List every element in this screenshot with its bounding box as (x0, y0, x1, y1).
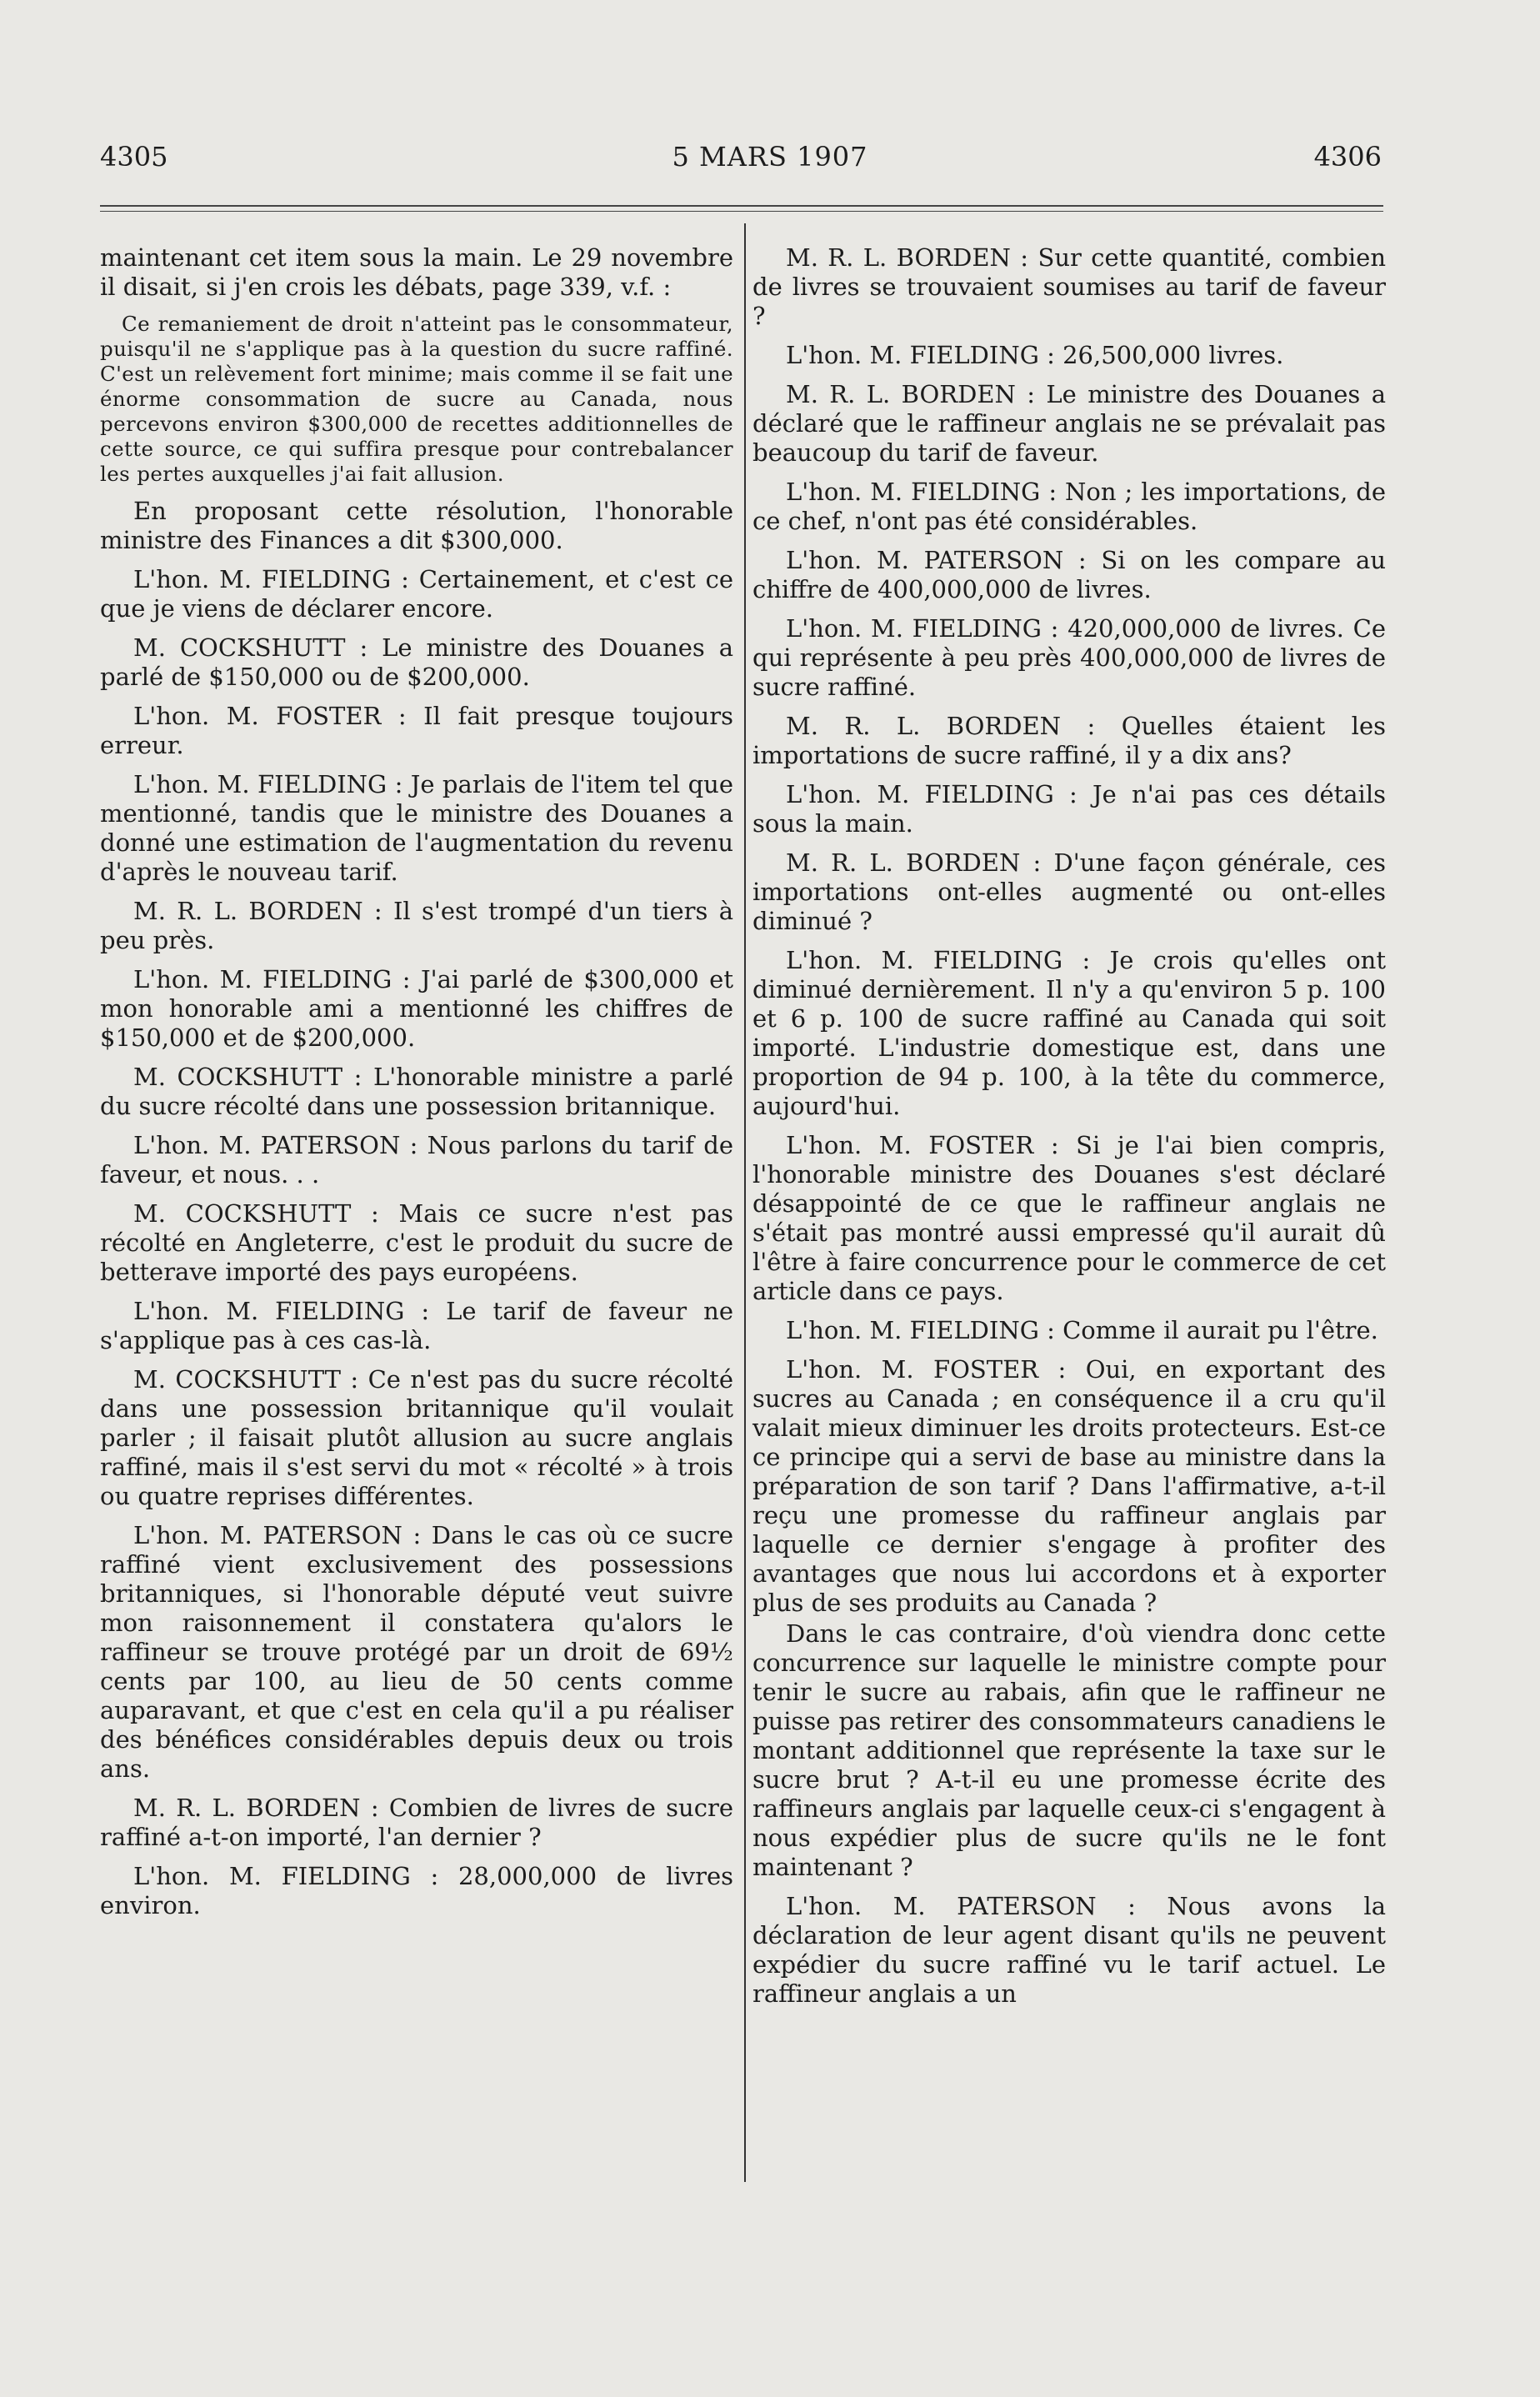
paragraph: L'hon. M. PATERSON : Dans le cas où ce sucre raffiné vient exclusivement des possessions britanniques, si l'honorable député veut suivre mon raisonnement il constatera qu'alors le raffineur se trouve protégé par un droit de 69½ cents par 100, au lieu de 50 cents comme auparavant, et que c'est en cela qu'il a pu réaliser des bénéfices considérables depuis deux ou trois ans. (100, 1521, 733, 1783)
column-divider (744, 223, 746, 2182)
page-number-right: 4306 (1313, 141, 1382, 173)
paragraph: L'hon. M. PATERSON : Si on les compare au chiffre de 400,000,000 de livres. (752, 546, 1386, 603)
paragraph: L'hon. M. FIELDING : Le tarif de faveur ne s'applique pas à ces cas-là. (100, 1297, 733, 1354)
paragraph: M. R. L. BORDEN : Combien de livres de sucre raffiné a-t-on importé, l'an dernier ? (100, 1794, 733, 1851)
quoted-passage (100, 312, 733, 487)
paragraph: M. COCKSHUTT : Mais ce sucre n'est pas récolté en Angleterre, c'est le produit du sucre de betterave importé des pays européens. (100, 1199, 733, 1286)
paragraph: L'hon. M. FOSTER : Il fait presque toujours erreur. (100, 702, 733, 759)
header-rule (100, 205, 1383, 207)
paragraph: L'hon. M. FIELDING : Comme il aurait pu l'être. (786, 1316, 1378, 1344)
page-date: 5 MARS 1907 (672, 141, 868, 173)
paragraph: M. R. L. BORDEN : Le ministre des Douanes a déclaré que le raffineur anglais ne se prévalait pas beaucoup du tarif de faveur. (752, 380, 1386, 467)
paragraph: M. R. L. BORDEN : Quelles étaient les importations de sucre raffiné, il y a dix ans? (752, 712, 1386, 769)
paragraph: L'hon. M. FIELDING : Je crois qu'elles ont diminué dernièrement. Il n'y a qu'environ 5 p. 100 et 6 p. 100 de sucre raffiné au Canada qui soit importé. L'industrie domestique est, dans une proportion de 94 p. 100, à la tête du commerce, aujourd'hui. (752, 946, 1386, 1120)
paragraph: Dans le cas contraire, d'où viendra donc cette concurrence sur laquelle le ministre compte pour tenir le sucre au rabais, afin que le raffineur ne puisse pas retirer des consommateurs canadiens le montant additionnel que représente la taxe sur le sucre brut ? A-t-il eu une promesse écrite des raffineurs anglais par laquelle ceux-ci s'engagent à nous expédier plus de sucre qu'ils ne le font maintenant ? (752, 1619, 1386, 1881)
paragraph: En proposant cette résolution, l'honorable ministre des Finances a dit $300,000. (100, 497, 733, 554)
paragraph: L'hon. M. FIELDING : 28,000,000 de livres environ. (100, 1862, 733, 1919)
header-rule-thin (100, 211, 1383, 212)
paragraph: L'hon. M. FIELDING : J'ai parlé de $300,000 et mon honorable ami a mentionné les chiffres de $150,000 et de $200,000. (100, 965, 733, 1052)
quoted-passage-text: Ce remaniement de droit n'atteint pas le consommateur, puisqu'il ne s'applique pas à la question du sucre raffiné. C'est un relèvement fort minime; mais comme il se fait une énorme consommation de sucre au Canada, nous percevons environ $300,000 de recettes additionnelles de cette source, ce qui suffira presque pour contrebalancer les pertes auxquelles j'ai fait allusion. (100, 312, 733, 486)
paragraph: L'hon. M. FIELDING : Je parlais de l'item tel que mentionné, tandis que le ministre des Douanes a donné une estimation de l'augmentation du revenu d'après le nouveau tarif. (100, 770, 733, 886)
left-column (100, 243, 733, 1930)
paragraph: M. COCKSHUTT : Ce n'est pas du sucre récolté dans une possession britannique qu'il voulait parler ; il faisait plutôt allusion au sucre anglais raffiné, mais il s'est servi du mot « récolté » à trois ou quatre reprises différentes. (100, 1365, 733, 1510)
paragraph: maintenant cet item sous la main. Le 29 novembre il disait, si j'en crois les débats, page 339, v.f. : (100, 243, 733, 301)
paragraph: M. R. L. BORDEN : D'une façon générale, ces importations ont-elles augmenté ou ont-elles diminué ? (752, 848, 1386, 935)
paragraph: M. COCKSHUTT : L'honorable ministre a parlé du sucre récolté dans une possession britannique. (100, 1063, 733, 1120)
paragraph: L'hon. M. FIELDING : 420,000,000 de livres. Ce qui représente à peu près 400,000,000 de livres de sucre raffiné. (752, 614, 1386, 701)
paragraph: L'hon. M. PATERSON : Nous avons la déclaration de leur agent disant qu'ils ne peuvent expédier du sucre raffiné vu le tarif actuel. Le raffineur anglais a un (752, 1892, 1386, 2008)
right-column (752, 243, 1386, 2019)
paragraph: L'hon. M. FIELDING : 26,500,000 livres. (786, 341, 1284, 369)
paragraph: L'hon. M. PATERSON : Nous parlons du tarif de faveur, et nous. . . (100, 1131, 733, 1188)
page-number-left: 4305 (100, 141, 168, 173)
paragraph: L'hon. M. FIELDING : Certainement, et c'est ce que je viens de déclarer encore. (100, 565, 733, 623)
paragraph: L'hon. M. FOSTER : Oui, en exportant des sucres au Canada ; en conséquence il a cru qu'il valait mieux diminuer les droits protecteurs. Est-ce ce principe qui a servi de base au ministre dans la préparation de son tarif ? Dans l'affirmative, a-t-il reçu une promesse du raffineur anglais par laquelle ce dernier s'engage à profiter des avantages que nous lui accordons et à exporter plus de ses produits au Canada ? (752, 1355, 1386, 1617)
paragraph: L'hon. M. FOSTER : Si je l'ai bien compris, l'honorable ministre des Douanes s'est déclaré désappointé de ce que le raffineur anglais ne s'était pas montré aussi empressé qu'il aurait dû l'être à faire concurrence pour le commerce de cet article dans ce pays. (752, 1131, 1386, 1305)
paragraph: L'hon. M. FIELDING : Non ; les importations, de ce chef, n'ont pas été considérables. (752, 478, 1386, 535)
paragraph: M. R. L. BORDEN : Sur cette quantité, combien de livres se trouvaient soumises au tarif de faveur ? (752, 243, 1386, 330)
paragraph: M. COCKSHUTT : Le ministre des Douanes a parlé de $150,000 ou de $200,000. (100, 633, 733, 691)
paragraph: L'hon. M. FIELDING : Je n'ai pas ces détails sous la main. (752, 780, 1386, 838)
paragraph: M. R. L. BORDEN : Il s'est trompé d'un tiers à peu près. (100, 897, 733, 954)
